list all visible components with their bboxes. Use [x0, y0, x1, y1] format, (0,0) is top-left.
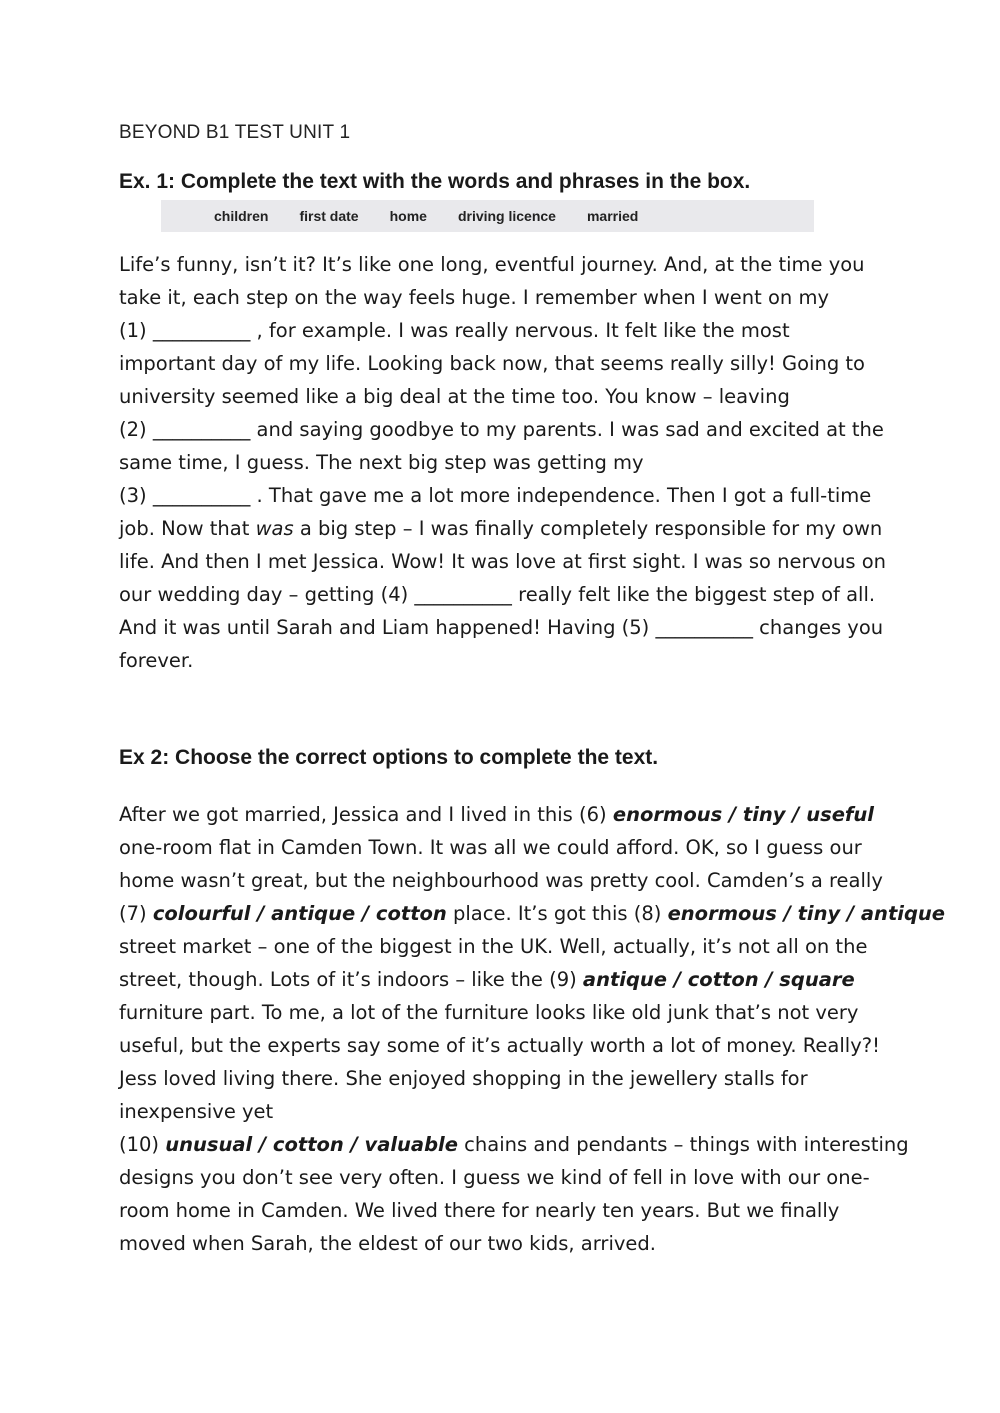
text-line [119, 996, 899, 1029]
text-line [119, 1029, 899, 1062]
text-segment: (7) [119, 902, 153, 925]
text-line [119, 347, 899, 380]
text-line [119, 963, 899, 996]
text-segment: a big step – I was finally completely responsible for my own [293, 517, 883, 540]
text-line [119, 1161, 899, 1194]
text-line [119, 446, 899, 479]
text-line [119, 248, 899, 281]
text-line [119, 930, 899, 963]
answer-options: unusual / cotton / valuable [165, 1133, 458, 1156]
text-line [119, 1194, 899, 1227]
word-box-item: married [586, 208, 639, 224]
text-line [119, 897, 946, 930]
word-box-item: first date [299, 208, 359, 224]
answer-options: enormous / tiny / antique [667, 902, 946, 925]
answer-options: antique / cotton / square [582, 968, 855, 991]
text-line [119, 413, 899, 446]
text-segment: room home in Camden. We lived there for nearly ten years. But we finally [119, 1199, 840, 1222]
text-segment: (1) __________ , for example. I was really nervous. It felt like the most [119, 319, 790, 342]
exercise-1-heading: Ex. 1: Complete the text with the words and phrases in the box. [119, 170, 751, 193]
text-segment: After we got married, Jessica and I lived in this (6) [119, 803, 613, 826]
text-segment: forever. [119, 649, 194, 672]
text-segment: Jess loved living there. She enjoyed shopping in the jewellery stalls for [119, 1067, 808, 1090]
document-title: BEYOND B1 TEST UNIT 1 [119, 122, 351, 143]
text-segment: inexpensive yet [119, 1100, 274, 1123]
text-segment: useful, but the experts say some of it’s actually worth a lot of money. Really?! [119, 1034, 880, 1057]
text-line [119, 545, 899, 578]
text-line [119, 281, 899, 314]
text-line [119, 380, 899, 413]
text-line [119, 611, 899, 644]
exercise-1-text [119, 248, 899, 677]
text-segment: was [255, 517, 294, 540]
text-segment: take it, each step on the way feels huge. I remember when I went on my [119, 286, 829, 309]
text-line [119, 578, 899, 611]
answer-options: colourful / antique / cotton [152, 902, 447, 925]
exercise-2-text [119, 798, 946, 1260]
text-segment: (2) __________ and saying goodbye to my parents. I was sad and excited at the [119, 418, 884, 441]
text-segment: life. And then I met Jessica. Wow! It was love at first sight. I was so nervous on [119, 550, 887, 573]
text-line [119, 1095, 899, 1128]
text-segment: university seemed like a big deal at the time too. You know – leaving [119, 385, 790, 408]
word-box [161, 200, 814, 232]
text-line [119, 479, 899, 512]
word-box-item: driving licence [457, 208, 556, 224]
text-line [119, 512, 899, 545]
text-segment: (3) __________ . That gave me a lot more independence. Then I got a full-time [119, 484, 872, 507]
text-segment: chains and pendants – things with interesting [457, 1133, 909, 1156]
text-segment: street market – one of the biggest in the UK. Well, actually, it’s not all on the [119, 935, 868, 958]
word-box-item: children [214, 208, 269, 224]
text-segment: same time, I guess. The next big step was getting my [119, 451, 644, 474]
text-segment: job. Now that [119, 517, 256, 540]
word-box-item: home [389, 208, 427, 224]
text-segment: place. It’s got this (8) [446, 902, 668, 925]
text-segment: designs you don’t see very often. I guess we kind of fell in love with our one- [119, 1166, 870, 1189]
exercise-2-heading: Ex 2: Choose the correct options to complete the text. [119, 746, 659, 769]
text-line [119, 831, 899, 864]
text-segment: (10) [119, 1133, 166, 1156]
text-line [119, 1227, 899, 1260]
text-segment: our wedding day – getting (4) __________ really felt like the biggest step of all. [119, 583, 876, 606]
text-line [119, 798, 899, 831]
text-line [119, 314, 899, 347]
text-line [119, 864, 899, 897]
text-segment: home wasn’t great, but the neighbourhood was pretty cool. Camden’s a really [119, 869, 883, 892]
text-segment: street, though. Lots of it’s indoors – like the (9) [119, 968, 583, 991]
text-segment: moved when Sarah, the eldest of our two kids, arrived. [119, 1232, 656, 1255]
text-segment: one-room flat in Camden Town. It was all we could afford. OK, so I guess our [119, 836, 862, 859]
text-line [119, 1128, 909, 1161]
text-segment: And it was until Sarah and Liam happened! Having (5) __________ changes you [119, 616, 884, 639]
text-line [119, 644, 899, 677]
text-segment: Life’s funny, isn’t it? It’s like one long, eventful journey. And, at the time you [119, 253, 865, 276]
answer-options: enormous / tiny / useful [612, 803, 874, 826]
text-segment: furniture part. To me, a lot of the furniture looks like old junk that’s not very [119, 1001, 859, 1024]
text-line [119, 1062, 899, 1095]
text-segment: important day of my life. Looking back now, that seems really silly! Going to [119, 352, 865, 375]
